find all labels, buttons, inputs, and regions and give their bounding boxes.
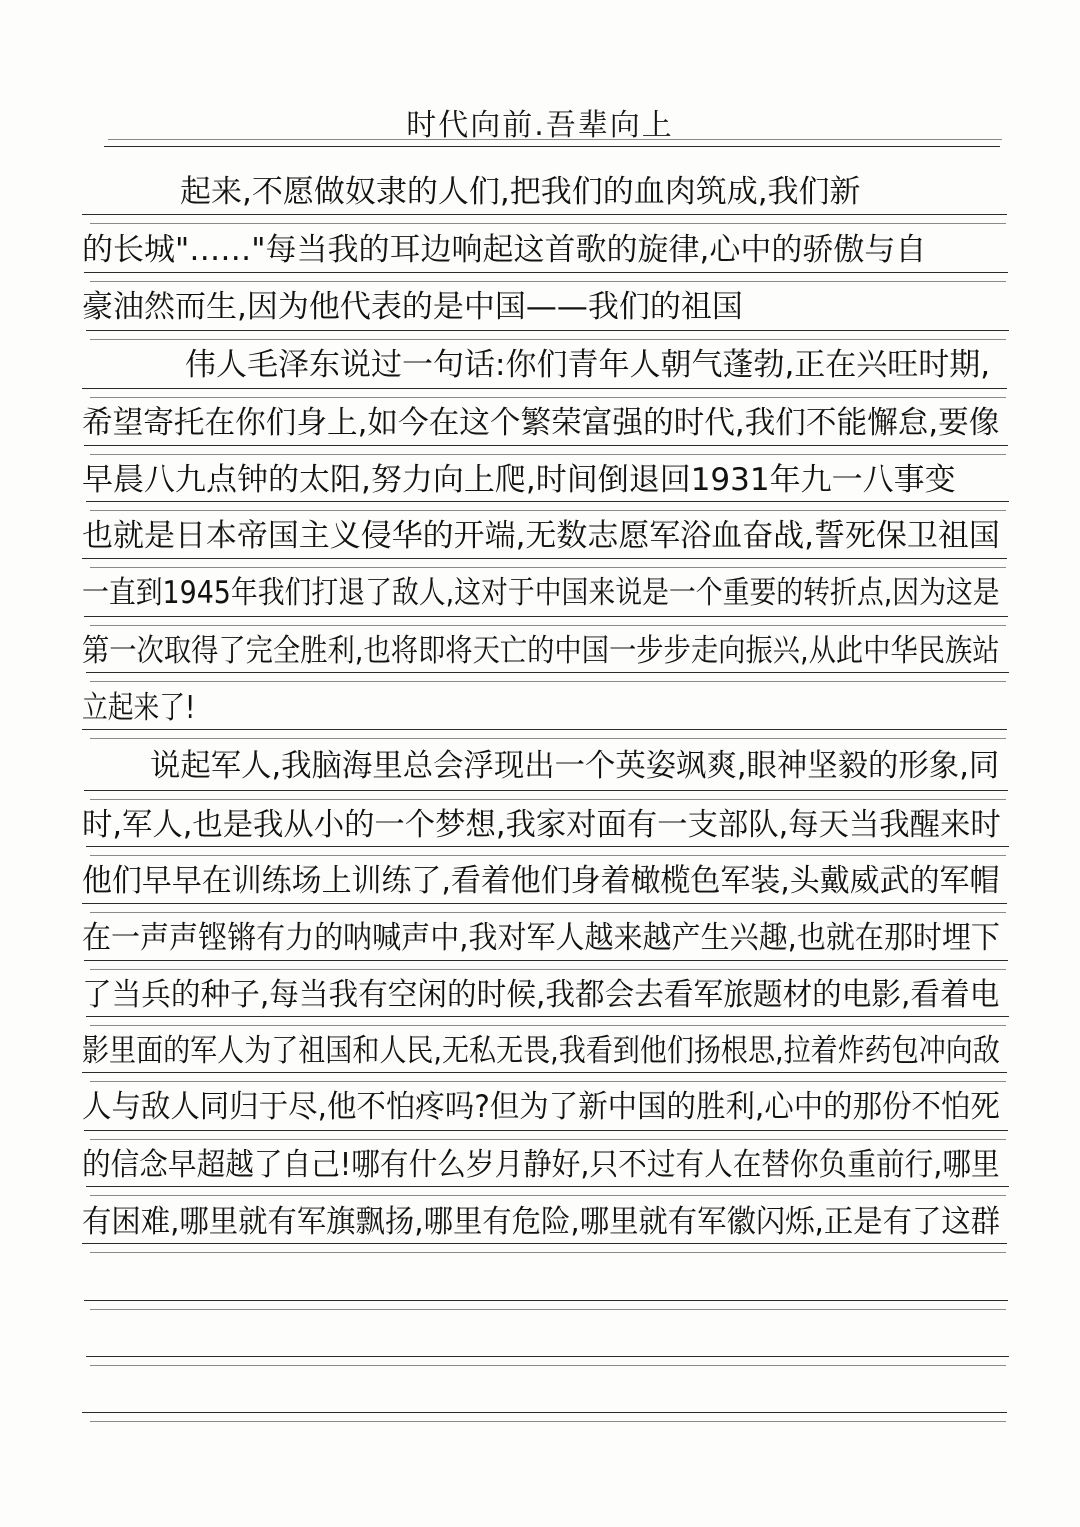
essay-line: 他们早早在训练场上训练了,看着他们身着橄榄色军装,头戴威武的军帽	[82, 863, 1000, 899]
ruled-line	[90, 1309, 1006, 1310]
ruled-line	[108, 139, 1002, 140]
essay-line: 一直到1945年我们打退了敌人,这对于中国来说是一个重要的转折点,因为这是	[82, 575, 1000, 611]
essay-line: 豪油然而生,因为他代表的是中国——我们的祖国	[82, 289, 743, 325]
essay-line: 的信念早超越了自己!哪有什么岁月静好,只不过有人在替你负重前行,哪里	[82, 1147, 1000, 1183]
essay-line: 希望寄托在你们身上,如今在这个繁荣富强的时代,我们不能懈怠,要像	[82, 405, 1000, 441]
ruled-line	[82, 1412, 1007, 1413]
essay-line: 说起军人,我脑海里总会浮现出一个英姿飒爽,眼神坚毅的形象,同	[150, 748, 1000, 784]
ruled-line	[90, 1421, 1006, 1422]
ruled-line	[90, 1252, 1006, 1253]
ruled-line	[90, 681, 1006, 682]
essay-line: 立起来了!	[82, 690, 196, 726]
essay-line: 也就是日本帝国主义侵华的开端,无数志愿军浴血奋战,誓死保卫祖国	[82, 518, 1000, 554]
essay-line: 的长城"……"每当我的耳边响起这首歌的旋律,心中的骄傲与自	[82, 232, 927, 268]
ruled-line	[90, 1365, 1006, 1366]
essay-line: 在一声声铿锵有力的呐喊声中,我对军人越来越产生兴趣,也就在那时埋下	[82, 920, 1000, 956]
ruled-line	[86, 1356, 1009, 1357]
ruled-line	[84, 1300, 1008, 1301]
essay-line: 起来,不愿做奴隶的人们,把我们的血肉筑成,我们新	[180, 174, 861, 210]
essay-title: 时代向前.吾辈向上	[406, 108, 674, 143]
essay-line: 人与敌人同归于尽,他不怕疼吗?但为了新中国的胜利,心中的那份不怕死	[82, 1089, 1000, 1125]
essay-line: 影里面的军人为了祖国和人民,无私无畏,我看到他们扬根思,拉着炸药包冲向敌	[82, 1033, 1000, 1069]
essay-line: 伟人毛泽东说过一句话:你们青年人朝气蓬勃,正在兴旺时期,	[185, 347, 991, 383]
ruled-line	[104, 146, 1000, 147]
essay-line: 了当兵的种子,每当我有空闲的时候,我都会去看军旅题材的电影,看着电	[82, 977, 1000, 1013]
essay-line: 早晨八九点钟的太阳,努力向上爬,时间倒退回1931年九一八事变	[82, 462, 956, 498]
essay-line: 第一次取得了完全胜利,也将即将天亡的中国一步步走向振兴,从此中华民族站	[82, 633, 1000, 669]
essay-line: 时,军人,也是我从小的一个梦想,我家对面有一支部队,每天当我醒来时	[82, 807, 1001, 843]
essay-line: 有困难,哪里就有军旗飘扬,哪里有危险,哪里就有军徽闪烁,正是有了这群	[82, 1204, 1000, 1240]
ruled-line	[82, 729, 1007, 730]
